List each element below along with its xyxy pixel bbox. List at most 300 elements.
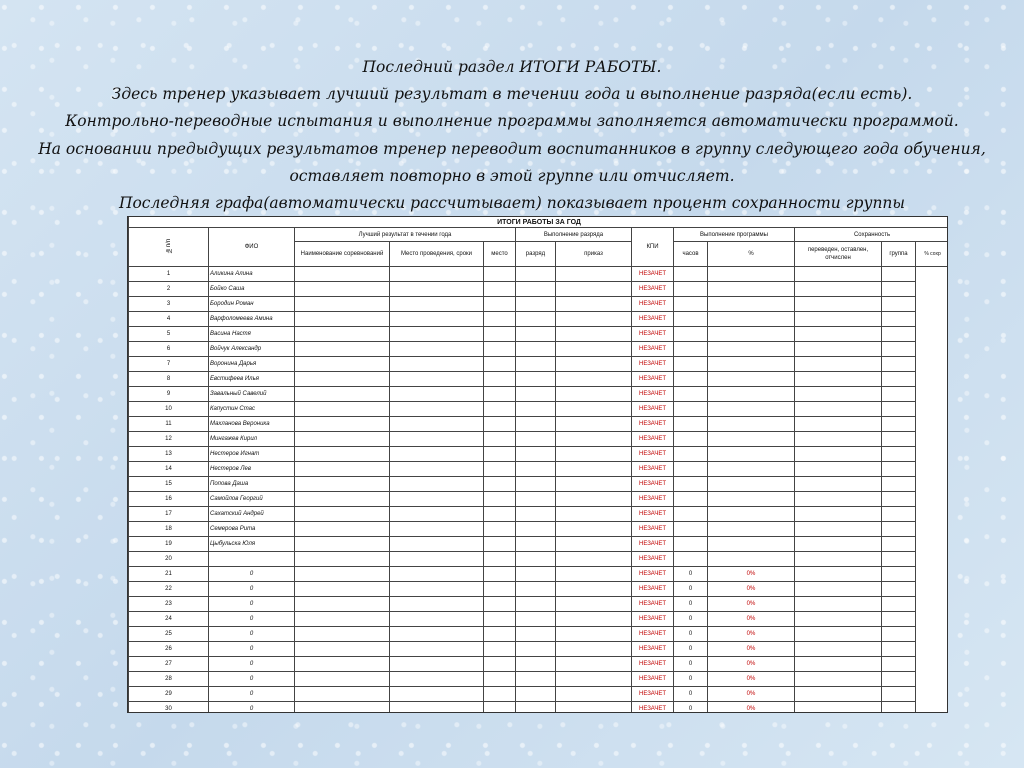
cell-group[interactable]: [882, 432, 916, 447]
cell-num: 30: [129, 702, 209, 714]
cell-hours: 0: [674, 612, 708, 627]
cell-kpi: НЕЗАЧЕТ: [632, 342, 674, 357]
cell-competition-name[interactable]: [295, 582, 390, 597]
cell-place[interactable]: [484, 522, 516, 537]
cell-num: 1: [129, 267, 209, 282]
cell-kpi: НЕЗАЧЕТ: [632, 702, 674, 714]
cell-place[interactable]: [484, 387, 516, 402]
cell-order[interactable]: [556, 327, 632, 342]
table-row: [129, 672, 949, 687]
cell-transferred[interactable]: [795, 552, 882, 567]
cell-order[interactable]: [556, 537, 632, 552]
cell-group[interactable]: [882, 522, 916, 537]
cell-place-dates[interactable]: [390, 297, 484, 312]
cell-transferred[interactable]: [795, 537, 882, 552]
cell-order[interactable]: [556, 387, 632, 402]
cell-order[interactable]: [556, 477, 632, 492]
cell-hours: [674, 492, 708, 507]
cell-place[interactable]: [484, 447, 516, 462]
cell-place[interactable]: [484, 477, 516, 492]
cell-place-dates[interactable]: [390, 432, 484, 447]
cell-group[interactable]: [882, 597, 916, 612]
cell-order[interactable]: [556, 612, 632, 627]
cell-group[interactable]: [882, 537, 916, 552]
cell-group[interactable]: [882, 447, 916, 462]
cell-transferred[interactable]: [795, 642, 882, 657]
cell-place-dates[interactable]: [390, 372, 484, 387]
cell-transferred[interactable]: [795, 582, 882, 597]
cell-order[interactable]: [556, 657, 632, 672]
table-row: [129, 462, 949, 477]
cell-place[interactable]: [484, 342, 516, 357]
cell-place-dates[interactable]: [390, 387, 484, 402]
cell-place-dates[interactable]: [390, 492, 484, 507]
cell-competition-name[interactable]: [295, 477, 390, 492]
table-row: [129, 567, 949, 582]
header-fio: ФИО: [209, 228, 295, 267]
cell-place-dates[interactable]: [390, 342, 484, 357]
cell-order[interactable]: [556, 672, 632, 687]
cell-competition-name[interactable]: [295, 492, 390, 507]
cell-name: Семерова Рита: [209, 522, 295, 537]
cell-order[interactable]: [556, 267, 632, 282]
cell-kpi: НЕЗАЧЕТ: [632, 537, 674, 552]
cell-rank[interactable]: [516, 342, 556, 357]
cell-hours: [674, 327, 708, 342]
cell-place[interactable]: [484, 492, 516, 507]
cell-hours: [674, 462, 708, 477]
cell-group[interactable]: [882, 612, 916, 627]
table-row: [129, 687, 949, 702]
cell-group[interactable]: [882, 657, 916, 672]
cell-order[interactable]: [556, 342, 632, 357]
header-order: приказ: [556, 242, 632, 267]
cell-transferred[interactable]: [795, 312, 882, 327]
cell-percent: [708, 432, 795, 447]
cell-hours: 0: [674, 687, 708, 702]
cell-transferred[interactable]: [795, 507, 882, 522]
cell-order[interactable]: [556, 432, 632, 447]
cell-rank[interactable]: [516, 582, 556, 597]
cell-name: Войчук Александр: [209, 342, 295, 357]
cell-kpi: НЕЗАЧЕТ: [632, 522, 674, 537]
cell-group[interactable]: [882, 507, 916, 522]
cell-competition-name[interactable]: [295, 627, 390, 642]
cell-competition-name[interactable]: [295, 327, 390, 342]
cell-order[interactable]: [556, 402, 632, 417]
cell-order[interactable]: [556, 507, 632, 522]
cell-rank[interactable]: [516, 702, 556, 714]
cell-rank[interactable]: [516, 312, 556, 327]
table-row: [129, 702, 949, 714]
cell-group[interactable]: [882, 492, 916, 507]
cell-place[interactable]: [484, 462, 516, 477]
cell-competition-name[interactable]: [295, 297, 390, 312]
cell-order[interactable]: [556, 417, 632, 432]
cell-competition-name[interactable]: [295, 357, 390, 372]
cell-rank[interactable]: [516, 372, 556, 387]
cell-place-dates[interactable]: [390, 687, 484, 702]
intro-line: оставляет повторно в этой группе или отчисляет.: [289, 166, 735, 185]
cell-rank[interactable]: [516, 432, 556, 447]
cell-order[interactable]: [556, 687, 632, 702]
header-program-fulfillment: Выполнение программы: [674, 228, 795, 242]
cell-transferred[interactable]: [795, 387, 882, 402]
cell-percent: 0%: [708, 672, 795, 687]
cell-percent: [708, 522, 795, 537]
cell-rank[interactable]: [516, 297, 556, 312]
cell-place-dates[interactable]: [390, 597, 484, 612]
cell-competition-name[interactable]: [295, 597, 390, 612]
cell-transferred[interactable]: [795, 702, 882, 714]
cell-order[interactable]: [556, 702, 632, 714]
cell-group[interactable]: [882, 552, 916, 567]
cell-place[interactable]: [484, 267, 516, 282]
cell-group[interactable]: [882, 627, 916, 642]
cell-percent: [708, 477, 795, 492]
cell-place[interactable]: [484, 597, 516, 612]
cell-rank[interactable]: [516, 402, 556, 417]
cell-transferred[interactable]: [795, 417, 882, 432]
cell-group[interactable]: [882, 342, 916, 357]
cell-competition-name[interactable]: [295, 372, 390, 387]
cell-hours: 0: [674, 642, 708, 657]
cell-rank[interactable]: [516, 552, 556, 567]
cell-name: Самойлов Георгий: [209, 492, 295, 507]
cell-transferred[interactable]: [795, 492, 882, 507]
cell-order[interactable]: [556, 372, 632, 387]
cell-num: 13: [129, 447, 209, 462]
cell-rank[interactable]: [516, 522, 556, 537]
cell-hours: [674, 402, 708, 417]
cell-place[interactable]: [484, 567, 516, 582]
cell-group[interactable]: [882, 312, 916, 327]
cell-place-dates[interactable]: [390, 567, 484, 582]
cell-place-dates[interactable]: [390, 477, 484, 492]
cell-competition-name[interactable]: [295, 387, 390, 402]
cell-competition-name[interactable]: [295, 462, 390, 477]
cell-kpi: НЕЗАЧЕТ: [632, 687, 674, 702]
cell-place-dates[interactable]: [390, 642, 484, 657]
cell-rank[interactable]: [516, 672, 556, 687]
cell-place-dates[interactable]: [390, 522, 484, 537]
cell-kpi: НЕЗАЧЕТ: [632, 462, 674, 477]
cell-place[interactable]: [484, 312, 516, 327]
cell-percent: 0%: [708, 627, 795, 642]
cell-rank[interactable]: [516, 477, 556, 492]
cell-name: Аликина Алина: [209, 267, 295, 282]
cell-competition-name[interactable]: [295, 657, 390, 672]
cell-order[interactable]: [556, 462, 632, 477]
cell-transferred[interactable]: [795, 297, 882, 312]
cell-name: 0: [209, 567, 295, 582]
cell-name: Махланова Вероника: [209, 417, 295, 432]
cell-place-dates[interactable]: [390, 267, 484, 282]
cell-transferred[interactable]: [795, 477, 882, 492]
cell-place[interactable]: [484, 612, 516, 627]
cell-transferred[interactable]: [795, 402, 882, 417]
cell-place-dates[interactable]: [390, 507, 484, 522]
table-row: [129, 327, 949, 342]
cell-group[interactable]: [882, 267, 916, 282]
cell-kpi: НЕЗАЧЕТ: [632, 447, 674, 462]
cell-order[interactable]: [556, 312, 632, 327]
cell-competition-name[interactable]: [295, 672, 390, 687]
cell-order[interactable]: [556, 582, 632, 597]
cell-competition-name[interactable]: [295, 552, 390, 567]
cell-percent: [708, 537, 795, 552]
cell-place[interactable]: [484, 552, 516, 567]
cell-hours: [674, 477, 708, 492]
cell-rank[interactable]: [516, 417, 556, 432]
cell-competition-name[interactable]: [295, 312, 390, 327]
cell-place[interactable]: [484, 327, 516, 342]
cell-group[interactable]: [882, 387, 916, 402]
cell-competition-name[interactable]: [295, 432, 390, 447]
cell-place[interactable]: [484, 627, 516, 642]
cell-place[interactable]: [484, 507, 516, 522]
cell-place[interactable]: [484, 687, 516, 702]
cell-transferred[interactable]: [795, 357, 882, 372]
cell-rank[interactable]: [516, 642, 556, 657]
cell-kpi: НЕЗАЧЕТ: [632, 417, 674, 432]
cell-order[interactable]: [556, 282, 632, 297]
cell-rank[interactable]: [516, 492, 556, 507]
cell-rank[interactable]: [516, 462, 556, 477]
cell-competition-name[interactable]: [295, 687, 390, 702]
cell-rank[interactable]: [516, 597, 556, 612]
cell-hours: 0: [674, 672, 708, 687]
cell-place-dates[interactable]: [390, 657, 484, 672]
header-rank-fulfillment: Выполнение разряда: [516, 228, 632, 242]
cell-name: 0: [209, 657, 295, 672]
cell-group[interactable]: [882, 282, 916, 297]
cell-order[interactable]: [556, 447, 632, 462]
cell-percent: 0%: [708, 582, 795, 597]
cell-group[interactable]: [882, 402, 916, 417]
cell-group[interactable]: [882, 582, 916, 597]
cell-rank[interactable]: [516, 687, 556, 702]
cell-place[interactable]: [484, 297, 516, 312]
cell-group[interactable]: [882, 672, 916, 687]
cell-rank[interactable]: [516, 612, 556, 627]
cell-place[interactable]: [484, 702, 516, 714]
cell-kpi: НЕЗАЧЕТ: [632, 477, 674, 492]
cell-order[interactable]: [556, 552, 632, 567]
cell-place[interactable]: [484, 402, 516, 417]
cell-rank[interactable]: [516, 567, 556, 582]
cell-rank[interactable]: [516, 282, 556, 297]
cell-kpi: НЕЗАЧЕТ: [632, 402, 674, 417]
table-row: [129, 612, 949, 627]
cell-transferred[interactable]: [795, 432, 882, 447]
cell-place[interactable]: [484, 357, 516, 372]
cell-kpi: НЕЗАЧЕТ: [632, 297, 674, 312]
cell-place[interactable]: [484, 582, 516, 597]
cell-rank[interactable]: [516, 357, 556, 372]
cell-transferred[interactable]: [795, 447, 882, 462]
cell-transferred[interactable]: [795, 567, 882, 582]
cell-place-dates[interactable]: [390, 672, 484, 687]
cell-rank[interactable]: [516, 447, 556, 462]
cell-num: 4: [129, 312, 209, 327]
cell-place-dates[interactable]: [390, 447, 484, 462]
cell-place-dates[interactable]: [390, 402, 484, 417]
intro-line: Здесь тренер указывает лучший результат в течении года и выполнение разряда(если есть).: [111, 85, 913, 104]
cell-competition-name[interactable]: [295, 642, 390, 657]
cell-group[interactable]: [882, 357, 916, 372]
cell-place[interactable]: [484, 537, 516, 552]
cell-order[interactable]: [556, 357, 632, 372]
cell-name: 0: [209, 672, 295, 687]
table-row: [129, 312, 949, 327]
intro-line: Последняя графа(автоматически рассчитывает) показывает процент сохранности группы: [118, 194, 906, 213]
cell-name: Сахатский Андрей: [209, 507, 295, 522]
table-row: [129, 597, 949, 612]
cell-place-dates[interactable]: [390, 702, 484, 714]
cell-group[interactable]: [882, 462, 916, 477]
cell-place-dates[interactable]: [390, 357, 484, 372]
cell-order[interactable]: [556, 627, 632, 642]
cell-transferred[interactable]: [795, 657, 882, 672]
cell-name: Бойко Саша: [209, 282, 295, 297]
cell-hours: [674, 507, 708, 522]
cell-transferred[interactable]: [795, 327, 882, 342]
table-row: [129, 552, 949, 567]
cell-kpi: НЕЗАЧЕТ: [632, 657, 674, 672]
cell-competition-name[interactable]: [295, 402, 390, 417]
cell-rank[interactable]: [516, 327, 556, 342]
cell-place-dates[interactable]: [390, 537, 484, 552]
results-sheet: [127, 216, 948, 713]
cell-group[interactable]: [882, 327, 916, 342]
cell-hours: [674, 447, 708, 462]
cell-transferred[interactable]: [795, 342, 882, 357]
header-kpi: КПИ: [632, 228, 674, 267]
cell-place-dates[interactable]: [390, 312, 484, 327]
cell-kpi: НЕЗАЧЕТ: [632, 672, 674, 687]
cell-transferred[interactable]: [795, 612, 882, 627]
cell-competition-name[interactable]: [295, 567, 390, 582]
cell-competition-name[interactable]: [295, 702, 390, 714]
cell-rank[interactable]: [516, 657, 556, 672]
cell-transferred[interactable]: [795, 597, 882, 612]
intro-text: [20, 54, 1004, 217]
table-row: [129, 387, 949, 402]
cell-transferred[interactable]: [795, 462, 882, 477]
cell-name: Цыбульска Юля: [209, 537, 295, 552]
cell-hours: [674, 267, 708, 282]
cell-place[interactable]: [484, 417, 516, 432]
cell-percent: [708, 492, 795, 507]
cell-order[interactable]: [556, 492, 632, 507]
cell-transferred[interactable]: [795, 267, 882, 282]
cell-name: Васина Настя: [209, 327, 295, 342]
cell-order[interactable]: [556, 642, 632, 657]
cell-hours: [674, 372, 708, 387]
cell-group[interactable]: [882, 297, 916, 312]
cell-percent: [708, 342, 795, 357]
cell-transferred[interactable]: [795, 672, 882, 687]
cell-place-dates[interactable]: [390, 417, 484, 432]
table-row: [129, 432, 949, 447]
cell-competition-name[interactable]: [295, 612, 390, 627]
cell-num: 5: [129, 327, 209, 342]
table-row: [129, 477, 949, 492]
cell-competition-name[interactable]: [295, 537, 390, 552]
cell-num: 29: [129, 687, 209, 702]
cell-percent: [708, 507, 795, 522]
cell-place-dates[interactable]: [390, 627, 484, 642]
cell-rank[interactable]: [516, 507, 556, 522]
cell-group[interactable]: [882, 567, 916, 582]
cell-place[interactable]: [484, 372, 516, 387]
cell-order[interactable]: [556, 522, 632, 537]
cell-name: Варфоломеева Амина: [209, 312, 295, 327]
cell-competition-name[interactable]: [295, 267, 390, 282]
cell-competition-name[interactable]: [295, 507, 390, 522]
cell-percent: [708, 402, 795, 417]
cell-group[interactable]: [882, 687, 916, 702]
cell-place-dates[interactable]: [390, 552, 484, 567]
cell-place[interactable]: [484, 672, 516, 687]
cell-rank[interactable]: [516, 387, 556, 402]
cell-order[interactable]: [556, 297, 632, 312]
cell-place[interactable]: [484, 642, 516, 657]
cell-place[interactable]: [484, 282, 516, 297]
cell-place-dates[interactable]: [390, 282, 484, 297]
cell-competition-name[interactable]: [295, 522, 390, 537]
cell-order[interactable]: [556, 597, 632, 612]
cell-name: 0: [209, 627, 295, 642]
table-row: [129, 402, 949, 417]
cell-place-dates[interactable]: [390, 462, 484, 477]
cell-group[interactable]: [882, 702, 916, 714]
cell-place[interactable]: [484, 432, 516, 447]
cell-kpi: НЕЗАЧЕТ: [632, 282, 674, 297]
cell-transferred[interactable]: [795, 687, 882, 702]
cell-group[interactable]: [882, 477, 916, 492]
cell-rank[interactable]: [516, 627, 556, 642]
cell-percent: 0%: [708, 597, 795, 612]
header-place: место: [484, 242, 516, 267]
cell-place-dates[interactable]: [390, 582, 484, 597]
cell-group[interactable]: [882, 642, 916, 657]
cell-rank[interactable]: [516, 267, 556, 282]
cell-competition-name[interactable]: [295, 417, 390, 432]
cell-transferred[interactable]: [795, 627, 882, 642]
cell-num: 19: [129, 537, 209, 552]
header-competition-name: Наименование соревнований: [295, 242, 390, 267]
cell-place-dates[interactable]: [390, 612, 484, 627]
cell-competition-name[interactable]: [295, 342, 390, 357]
cell-order[interactable]: [556, 567, 632, 582]
cell-competition-name[interactable]: [295, 447, 390, 462]
cell-place[interactable]: [484, 657, 516, 672]
cell-competition-name[interactable]: [295, 282, 390, 297]
cell-group[interactable]: [882, 417, 916, 432]
cell-place-dates[interactable]: [390, 327, 484, 342]
table-row: [129, 282, 949, 297]
cell-percent: [708, 387, 795, 402]
cell-num: 12: [129, 432, 209, 447]
cell-transferred[interactable]: [795, 282, 882, 297]
cell-transferred[interactable]: [795, 372, 882, 387]
cell-rank[interactable]: [516, 537, 556, 552]
cell-group[interactable]: [882, 372, 916, 387]
cell-transferred[interactable]: [795, 522, 882, 537]
cell-hours: [674, 282, 708, 297]
